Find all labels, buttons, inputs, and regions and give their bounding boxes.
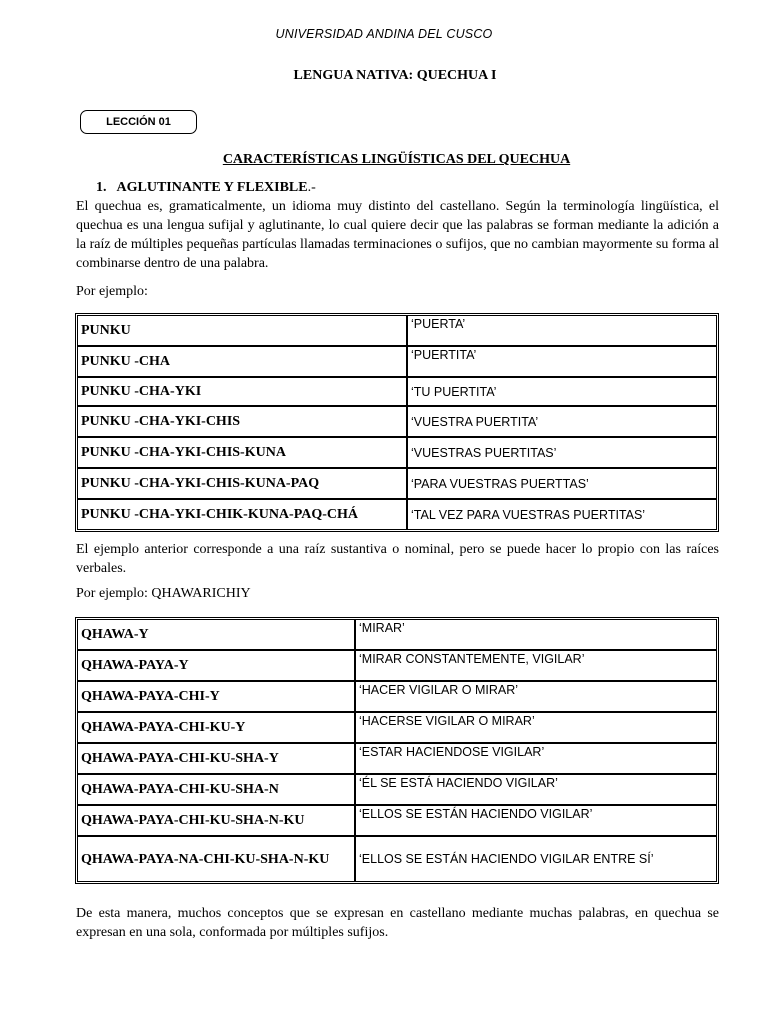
term-cell: PUNKU -CHA-YKI-CHIS-KUNA [77, 437, 407, 468]
term-cell: QHAWA-PAYA-CHI-KU-Y [77, 712, 355, 743]
table-row [77, 468, 717, 499]
item-title: AGLUTINANTE Y FLEXIBLE [116, 180, 308, 195]
section-title: CARACTERÍSTICAS LINGÜÍSTICAS DEL QUECHUA [222, 152, 571, 167]
term-cell: QHAWA-PAYA-CHI-KU-SHA-N-KU [77, 805, 355, 836]
meaning-cell: ‘ESTAR HACIENDOSE VIGILAR’ [355, 743, 717, 774]
table-row [77, 346, 717, 377]
item-suffix: .- [307, 180, 316, 195]
term-cell: PUNKU -CHA-YKI-CHIS-KUNA-PAQ [77, 468, 407, 499]
lesson-label-box: LECCIÓN 01 [80, 110, 197, 134]
term-cell: PUNKU -CHA [77, 346, 407, 377]
table-row [77, 437, 717, 468]
university-header: UNIVERSIDAD ANDINA DEL CUSCO [275, 27, 493, 41]
item-number: 1. [96, 180, 107, 195]
verbal-suffix-table [75, 617, 719, 884]
example-label-nominal: Por ejemplo: [76, 284, 148, 299]
nominal-suffix-table [75, 313, 719, 532]
table-row [77, 499, 717, 530]
example-label-verbal: Por ejemplo: QHAWARICHIY [76, 586, 251, 601]
term-cell: PUNKU -CHA-YKI-CHIK-KUNA-PAQ-CHÁ [77, 499, 407, 530]
meaning-cell: ‘HACER VIGILAR O MIRAR’ [355, 681, 717, 712]
item-heading [96, 180, 316, 196]
meaning-cell: ‘MIRAR CONSTANTEMENTE, VIGILAR’ [355, 650, 717, 681]
meaning-cell: ‘ELLOS SE ESTÁN HACIENDO VIGILAR ENTRE SÍ’ [355, 836, 717, 882]
term-cell: QHAWA-PAYA-NA-CHI-KU-SHA-N-KU [77, 836, 355, 882]
table-row [77, 805, 717, 836]
term-cell: QHAWA-Y [77, 619, 355, 650]
table-row [77, 743, 717, 774]
term-cell: QHAWA-PAYA-Y [77, 650, 355, 681]
table-row [77, 406, 717, 437]
meaning-cell: ‘TU PUERTITA’ [407, 377, 717, 406]
meaning-cell: ‘MIRAR’ [355, 619, 717, 650]
closing-paragraph: De esta manera, muchos conceptos que se expresan en castellano mediante muchas palabras, en quechua se expresan en una sola, conformada por múltiples sufijos. [76, 906, 719, 940]
table-row [77, 650, 717, 681]
table-row [77, 836, 717, 882]
meaning-cell: ‘ELLOS SE ESTÁN HACIENDO VIGILAR’ [355, 805, 717, 836]
middle-paragraph: El ejemplo anterior corresponde a una raíz sustantiva o nominal, pero se puede hacer lo propio con las raíces verbales. [76, 542, 719, 576]
meaning-cell: ‘PARA VUESTRAS PUERTTAS’ [407, 468, 717, 499]
course-title: LENGUA NATIVA: QUECHUA I [293, 68, 497, 83]
term-cell: QHAWA-PAYA-CHI-KU-SHA-Y [77, 743, 355, 774]
term-cell: PUNKU -CHA-YKI-CHIS [77, 406, 407, 437]
meaning-cell: ‘ÉL SE ESTÁ HACIENDO VIGILAR’ [355, 774, 717, 805]
intro-paragraph: El quechua es, gramaticalmente, un idioma muy distinto del castellano. Según la terminología lingüística, el quechua es una lengua sufijal y aglutinante, lo cual quiere decir que las palabras se forman mediante la adición a la raíz de múltiples pequeñas partículas llamadas terminaciones o sufijos, que no cambian mayormente su forma al combinarse dentro de una palabra. [76, 199, 719, 271]
meaning-cell: ‘VUESTRAS PUERTITAS’ [407, 437, 717, 468]
term-cell: PUNKU [77, 315, 407, 346]
term-cell: QHAWA-PAYA-CHI-KU-SHA-N [77, 774, 355, 805]
term-cell: PUNKU -CHA-YKI [77, 377, 407, 406]
meaning-cell: ‘HACERSE VIGILAR O MIRAR’ [355, 712, 717, 743]
meaning-cell: ‘PUERTA’ [407, 315, 717, 346]
table-row [77, 315, 717, 346]
table-row [77, 377, 717, 406]
table-row [77, 712, 717, 743]
table-row [77, 681, 717, 712]
meaning-cell: ‘TAL VEZ PARA VUESTRAS PUERTITAS’ [407, 499, 717, 530]
term-cell: QHAWA-PAYA-CHI-Y [77, 681, 355, 712]
table-row [77, 774, 717, 805]
table-row [77, 619, 717, 650]
meaning-cell: ‘PUERTITA’ [407, 346, 717, 377]
meaning-cell: ‘VUESTRA PUERTITA’ [407, 406, 717, 437]
